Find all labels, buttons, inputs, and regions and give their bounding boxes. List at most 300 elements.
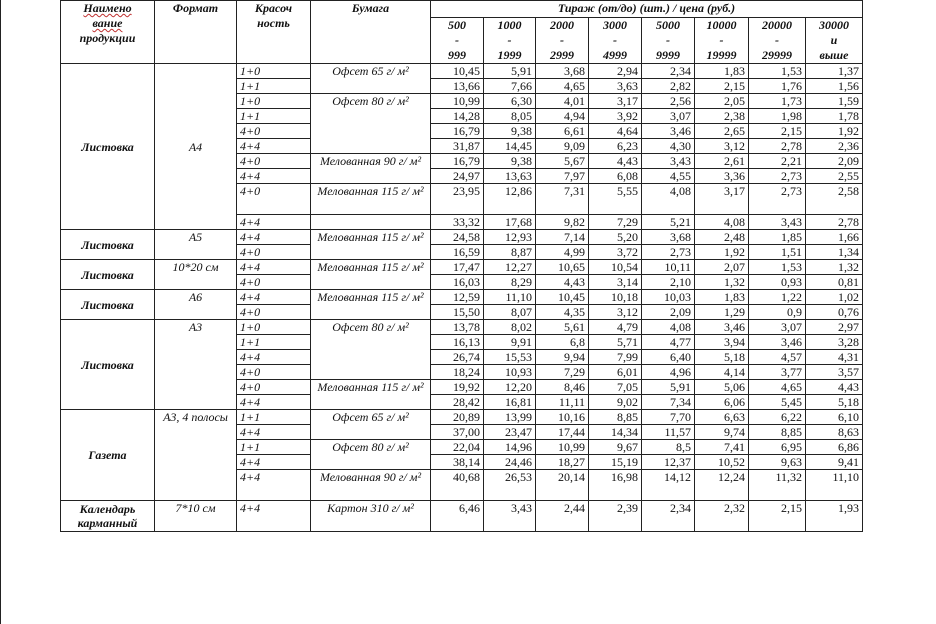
price-cell: 16,81 [484, 395, 536, 410]
price-cell: 1,34 [806, 245, 863, 260]
price-cell: 24,97 [431, 169, 484, 184]
paper-offset-80: Офсет 80 г/ м² [311, 94, 431, 154]
header-color [237, 1, 311, 64]
price-cell: 6,30 [484, 94, 536, 109]
range-from: 5000 [656, 18, 680, 32]
color-cell: 1+1 [237, 79, 311, 94]
price-cell: 10,54 [589, 260, 642, 275]
price-cell: 8,07 [484, 305, 536, 320]
color-cell: 4+4 [237, 260, 311, 275]
price-cell: 6,23 [589, 139, 642, 154]
price-cell: 7,34 [642, 395, 695, 410]
paper-offset-65: Офсет 65 г/ м² [311, 410, 431, 440]
product-gazeta: Газета [61, 410, 155, 501]
product-listovka-10x20: Листовка [61, 260, 155, 290]
table-row [61, 290, 863, 305]
price-cell: 3,43 [749, 215, 806, 230]
price-cell: 16,59 [431, 245, 484, 260]
price-cell: 37,00 [431, 425, 484, 440]
price-cell: 2,44 [536, 501, 589, 532]
price-cell: 1,32 [806, 260, 863, 275]
price-cell: 8,85 [749, 425, 806, 440]
price-cell: 26,53 [484, 470, 536, 501]
price-cell: 1,53 [749, 64, 806, 79]
price-cell: 9,67 [589, 440, 642, 455]
price-cell: 14,45 [484, 139, 536, 154]
price-cell: 10,99 [431, 94, 484, 109]
product-calendar: Календарь карманный [61, 501, 155, 532]
price-cell: 13,99 [484, 410, 536, 425]
price-cell: 1,37 [806, 64, 863, 79]
header-color-part-2: ность [257, 16, 290, 30]
price-cell: 2,61 [695, 154, 749, 169]
price-cell: 7,70 [642, 410, 695, 425]
price-cell: 3,07 [642, 109, 695, 124]
price-cell: 4,43 [589, 154, 642, 169]
price-cell: 40,68 [431, 470, 484, 501]
range-sep: - [613, 33, 617, 47]
price-cell: 2,39 [589, 501, 642, 532]
price-cell: 1,98 [749, 109, 806, 124]
price-cell: 5,71 [589, 335, 642, 350]
price-cell: 0,9 [749, 305, 806, 320]
price-cell: 2,10 [642, 275, 695, 290]
price-cell: 4,55 [642, 169, 695, 184]
price-cell: 7,99 [589, 350, 642, 365]
table-row [61, 320, 863, 335]
price-cell: 28,42 [431, 395, 484, 410]
price-cell: 7,05 [589, 380, 642, 395]
price-cell: 3,14 [589, 275, 642, 290]
price-cell: 10,45 [431, 64, 484, 79]
price-cell: 12,37 [642, 455, 695, 470]
price-cell: 6,08 [589, 169, 642, 184]
price-cell: 9,82 [536, 215, 589, 230]
price-cell: 5,55 [589, 184, 642, 215]
price-cell: 3,63 [589, 79, 642, 94]
price-cell: 7,31 [536, 184, 589, 215]
header-name-part-3: продукции [79, 31, 136, 45]
price-cell: 2,73 [749, 184, 806, 215]
table-row [61, 260, 863, 275]
header-range-2 [484, 18, 536, 64]
paper-offset-80: Офсет 80 г/ м² [311, 320, 431, 380]
header-range-4 [589, 18, 642, 64]
range-sep: - [455, 33, 459, 47]
color-cell: 4+4 [237, 455, 311, 470]
price-cell: 5,67 [536, 154, 589, 169]
paper-coated-90: Мелованная 90 г/ м² [311, 470, 431, 501]
price-cell: 12,93 [484, 230, 536, 245]
price-cell: 4,96 [642, 365, 695, 380]
price-cell: 2,94 [589, 64, 642, 79]
price-cell: 3,46 [695, 320, 749, 335]
price-cell: 2,09 [642, 305, 695, 320]
price-cell: 20,14 [536, 470, 589, 501]
price-cell: 8,85 [589, 410, 642, 425]
color-cell: 4+4 [237, 350, 311, 365]
price-cell: 16,79 [431, 124, 484, 139]
price-cell: 6,86 [806, 440, 863, 455]
price-cell: 4,64 [589, 124, 642, 139]
price-cell: 17,47 [431, 260, 484, 275]
price-cell: 3,36 [695, 169, 749, 184]
price-cell: 1,76 [749, 79, 806, 94]
price-cell: 1,85 [749, 230, 806, 245]
range-sep: - [775, 33, 779, 47]
price-cell: 2,36 [806, 139, 863, 154]
price-cell: 14,96 [484, 440, 536, 455]
color-cell: 4+4 [237, 395, 311, 410]
range-to: 4999 [603, 48, 627, 62]
range-to: 999 [448, 48, 466, 62]
color-cell: 1+0 [237, 320, 311, 335]
price-cell: 16,03 [431, 275, 484, 290]
price-cell: 1,51 [749, 245, 806, 260]
price-cell: 5,21 [642, 215, 695, 230]
price-cell: 12,27 [484, 260, 536, 275]
price-cell: 5,06 [695, 380, 749, 395]
price-cell: 12,86 [484, 184, 536, 215]
range-from: 500 [448, 18, 466, 32]
price-cell: 5,91 [484, 64, 536, 79]
paper-cardboard-310: Картон 310 г/ м² [311, 501, 431, 532]
price-cell: 6,01 [589, 365, 642, 380]
price-cell: 2,15 [749, 501, 806, 532]
header-product-name [61, 1, 155, 64]
range-to: 9999 [656, 48, 680, 62]
price-cell: 1,93 [806, 501, 863, 532]
price-cell: 4,31 [806, 350, 863, 365]
price-cell: 1,22 [749, 290, 806, 305]
header-name-part-2: вание [92, 16, 123, 30]
range-sep: и [830, 33, 838, 47]
format-a5: А5 [155, 230, 237, 260]
price-cell: 7,97 [536, 169, 589, 184]
price-cell: 7,29 [536, 365, 589, 380]
price-cell: 18,27 [536, 455, 589, 470]
price-cell: 17,44 [536, 425, 589, 440]
color-cell: 4+0 [237, 365, 311, 380]
price-cell: 2,09 [806, 154, 863, 169]
color-cell: 1+1 [237, 410, 311, 425]
header-range-7 [749, 18, 806, 64]
price-cell: 4,01 [536, 94, 589, 109]
color-cell: 4+0 [237, 124, 311, 139]
price-cell: 11,32 [749, 470, 806, 501]
price-cell: 5,61 [536, 320, 589, 335]
price-cell: 14,34 [589, 425, 642, 440]
price-body [61, 64, 863, 532]
price-cell: 6,61 [536, 124, 589, 139]
paper-coated-115: Мелованная 115 г/ м² [311, 260, 431, 290]
price-cell: 7,14 [536, 230, 589, 245]
price-cell: 9,38 [484, 124, 536, 139]
range-from: 30000 [819, 18, 849, 32]
color-cell: 4+0 [237, 305, 311, 320]
header-range-3 [536, 18, 589, 64]
price-cell: 3,17 [695, 184, 749, 215]
price-cell: 8,05 [484, 109, 536, 124]
price-cell: 9,02 [589, 395, 642, 410]
price-cell: 3,43 [642, 154, 695, 169]
color-cell: 4+4 [237, 290, 311, 305]
price-cell: 3,17 [589, 94, 642, 109]
price-cell: 0,81 [806, 275, 863, 290]
range-sep: - [719, 33, 724, 47]
range-from: 2000 [550, 18, 574, 32]
price-cell: 9,63 [749, 455, 806, 470]
price-cell: 26,74 [431, 350, 484, 365]
price-cell: 3,77 [749, 365, 806, 380]
price-cell: 16,98 [589, 470, 642, 501]
range-from: 3000 [603, 18, 627, 32]
table-row [61, 64, 863, 79]
color-cell: 4+4 [237, 230, 311, 245]
price-cell: 0,76 [806, 305, 863, 320]
price-cell: 2,97 [806, 320, 863, 335]
price-cell: 19,92 [431, 380, 484, 395]
price-cell: 5,45 [749, 395, 806, 410]
table-row [61, 230, 863, 245]
price-cell: 33,32 [431, 215, 484, 230]
price-cell: 6,06 [695, 395, 749, 410]
range-sep: - [560, 33, 564, 47]
price-cell: 3,68 [536, 64, 589, 79]
price-cell: 13,66 [431, 79, 484, 94]
color-cell: 4+4 [237, 425, 311, 440]
price-cell: 2,34 [642, 64, 695, 79]
color-cell: 1+1 [237, 335, 311, 350]
format-a6: А6 [155, 290, 237, 320]
color-cell: 4+4 [237, 215, 311, 230]
color-cell: 1+1 [237, 440, 311, 455]
color-cell: 4+4 [237, 470, 311, 501]
color-cell: 4+0 [237, 245, 311, 260]
price-cell: 1,59 [806, 94, 863, 109]
price-cell: 10,93 [484, 365, 536, 380]
price-cell: 6,63 [695, 410, 749, 425]
price-cell: 4,94 [536, 109, 589, 124]
price-cell: 18,24 [431, 365, 484, 380]
price-cell: 5,18 [695, 350, 749, 365]
price-cell: 2,55 [806, 169, 863, 184]
price-cell: 2,82 [642, 79, 695, 94]
header-range-1 [431, 18, 484, 64]
price-cell: 13,78 [431, 320, 484, 335]
color-cell: 4+0 [237, 380, 311, 395]
paper-coated-115: Мелованная 115 г/ м² [311, 290, 431, 320]
price-cell: 23,47 [484, 425, 536, 440]
price-cell: 4,08 [642, 184, 695, 215]
price-cell: 10,52 [695, 455, 749, 470]
price-cell: 23,95 [431, 184, 484, 215]
price-cell: 4,35 [536, 305, 589, 320]
price-cell: 2,15 [695, 79, 749, 94]
price-cell: 2,38 [695, 109, 749, 124]
range-to: 29999 [762, 48, 792, 62]
price-cell: 1,32 [695, 275, 749, 290]
color-cell: 4+0 [237, 275, 311, 290]
price-cell: 3,43 [484, 501, 536, 532]
price-cell: 0,93 [749, 275, 806, 290]
format-a4: А4 [155, 64, 237, 230]
price-cell: 15,53 [484, 350, 536, 365]
price-cell: 1,29 [695, 305, 749, 320]
price-cell: 31,87 [431, 139, 484, 154]
price-cell: 1,83 [695, 64, 749, 79]
price-cell: 7,29 [589, 215, 642, 230]
price-cell: 2,07 [695, 260, 749, 275]
header-color-part-1: Красоч [254, 1, 293, 15]
price-sheet [60, 0, 863, 532]
price-cell: 3,46 [749, 335, 806, 350]
range-sep: - [507, 33, 512, 47]
price-cell: 7,41 [695, 440, 749, 455]
price-cell: 3,46 [642, 124, 695, 139]
price-cell: 3,12 [589, 305, 642, 320]
price-cell: 11,10 [484, 290, 536, 305]
price-cell: 15,19 [589, 455, 642, 470]
price-cell: 10,03 [642, 290, 695, 305]
price-cell: 8,29 [484, 275, 536, 290]
price-cell: 3,94 [695, 335, 749, 350]
range-to: 1999 [497, 48, 522, 62]
header-paper: Бумага [311, 1, 431, 64]
price-cell: 1,66 [806, 230, 863, 245]
price-cell: 5,91 [642, 380, 695, 395]
price-cell: 9,41 [806, 455, 863, 470]
price-cell: 6,95 [749, 440, 806, 455]
header-circulation: Тираж (от/до) (шт.) / цена (руб.) [431, 1, 863, 18]
price-cell: 3,57 [806, 365, 863, 380]
price-cell: 3,72 [589, 245, 642, 260]
range-sep: - [666, 33, 670, 47]
color-cell: 4+4 [237, 139, 311, 154]
table-row [61, 410, 863, 425]
price-cell: 4,77 [642, 335, 695, 350]
price-cell: 4,43 [536, 275, 589, 290]
price-cell: 5,20 [589, 230, 642, 245]
price-cell: 14,12 [642, 470, 695, 501]
paper-coated-115: Мелованная 115 г/ м² [311, 230, 431, 260]
range-to: выше [819, 48, 849, 62]
price-cell: 2,05 [695, 94, 749, 109]
price-cell: 20,89 [431, 410, 484, 425]
paper-offset-80: Офсет 80 г/ м² [311, 440, 431, 470]
price-cell: 2,34 [642, 501, 695, 532]
price-cell: 2,73 [749, 169, 806, 184]
product-listovka-a3: Листовка [61, 320, 155, 410]
price-cell: 9,94 [536, 350, 589, 365]
price-cell: 2,58 [806, 184, 863, 215]
price-cell: 24,46 [484, 455, 536, 470]
price-cell: 4,99 [536, 245, 589, 260]
price-cell: 2,32 [695, 501, 749, 532]
price-cell: 1,56 [806, 79, 863, 94]
color-cell: 4+4 [237, 169, 311, 184]
color-cell: 4+4 [237, 501, 311, 532]
price-cell: 4,43 [806, 380, 863, 395]
format-7x10: 7*10 см [155, 501, 237, 532]
range-from: 10000 [706, 18, 737, 32]
price-cell: 8,5 [642, 440, 695, 455]
price-cell: 3,68 [642, 230, 695, 245]
price-cell: 2,48 [695, 230, 749, 245]
price-cell: 14,28 [431, 109, 484, 124]
price-cell: 2,65 [695, 124, 749, 139]
price-cell: 4,65 [749, 380, 806, 395]
price-cell: 3,12 [695, 139, 749, 154]
price-cell: 12,20 [484, 380, 536, 395]
price-cell: 6,22 [749, 410, 806, 425]
price-cell: 15,50 [431, 305, 484, 320]
price-cell: 16,79 [431, 154, 484, 169]
price-cell: 4,57 [749, 350, 806, 365]
price-cell: 24,58 [431, 230, 484, 245]
price-cell: 1,92 [806, 124, 863, 139]
paper-offset-65: Офсет 65 г/ м² [311, 64, 431, 94]
price-cell: 12,59 [431, 290, 484, 305]
price-cell: 4,08 [642, 320, 695, 335]
price-cell: 6,40 [642, 350, 695, 365]
price-cell: 10,45 [536, 290, 589, 305]
price-cell: 9,91 [484, 335, 536, 350]
format-a3-4-pages: А3, 4 полосы [155, 410, 237, 501]
price-cell: 8,46 [536, 380, 589, 395]
price-cell: 7,66 [484, 79, 536, 94]
price-cell: 10,18 [589, 290, 642, 305]
product-listovka-a4: Листовка [61, 64, 155, 230]
price-table [60, 0, 863, 532]
price-cell: 1,92 [695, 245, 749, 260]
price-cell: 11,57 [642, 425, 695, 440]
price-cell: 38,14 [431, 455, 484, 470]
price-cell: 6,46 [431, 501, 484, 532]
range-to: 19999 [706, 48, 737, 62]
price-cell: 9,38 [484, 154, 536, 169]
price-cell: 2,56 [642, 94, 695, 109]
format-10x20: 10*20 см [155, 260, 237, 290]
range-to: 2999 [550, 48, 574, 62]
price-cell: 6,8 [536, 335, 589, 350]
price-cell: 9,74 [695, 425, 749, 440]
color-cell: 4+0 [237, 184, 311, 215]
price-cell: 3,28 [806, 335, 863, 350]
price-cell: 12,24 [695, 470, 749, 501]
price-cell: 4,08 [695, 215, 749, 230]
price-cell: 4,14 [695, 365, 749, 380]
price-cell: 5,18 [806, 395, 863, 410]
price-cell: 10,99 [536, 440, 589, 455]
price-cell: 6,10 [806, 410, 863, 425]
price-cell: 1,73 [749, 94, 806, 109]
price-cell: 8,63 [806, 425, 863, 440]
color-cell: 1+1 [237, 109, 311, 124]
price-cell: 2,21 [749, 154, 806, 169]
header-format: Формат [155, 1, 237, 64]
price-cell: 16,13 [431, 335, 484, 350]
price-cell: 10,16 [536, 410, 589, 425]
price-cell: 4,30 [642, 139, 695, 154]
price-cell: 10,11 [642, 260, 695, 275]
price-cell: 8,02 [484, 320, 536, 335]
header-range-5 [642, 18, 695, 64]
paper-coated-115: Мелованная 115 г/ м² [311, 380, 431, 410]
price-cell: 4,79 [589, 320, 642, 335]
price-cell: 2,78 [806, 215, 863, 230]
table-row [61, 501, 863, 532]
